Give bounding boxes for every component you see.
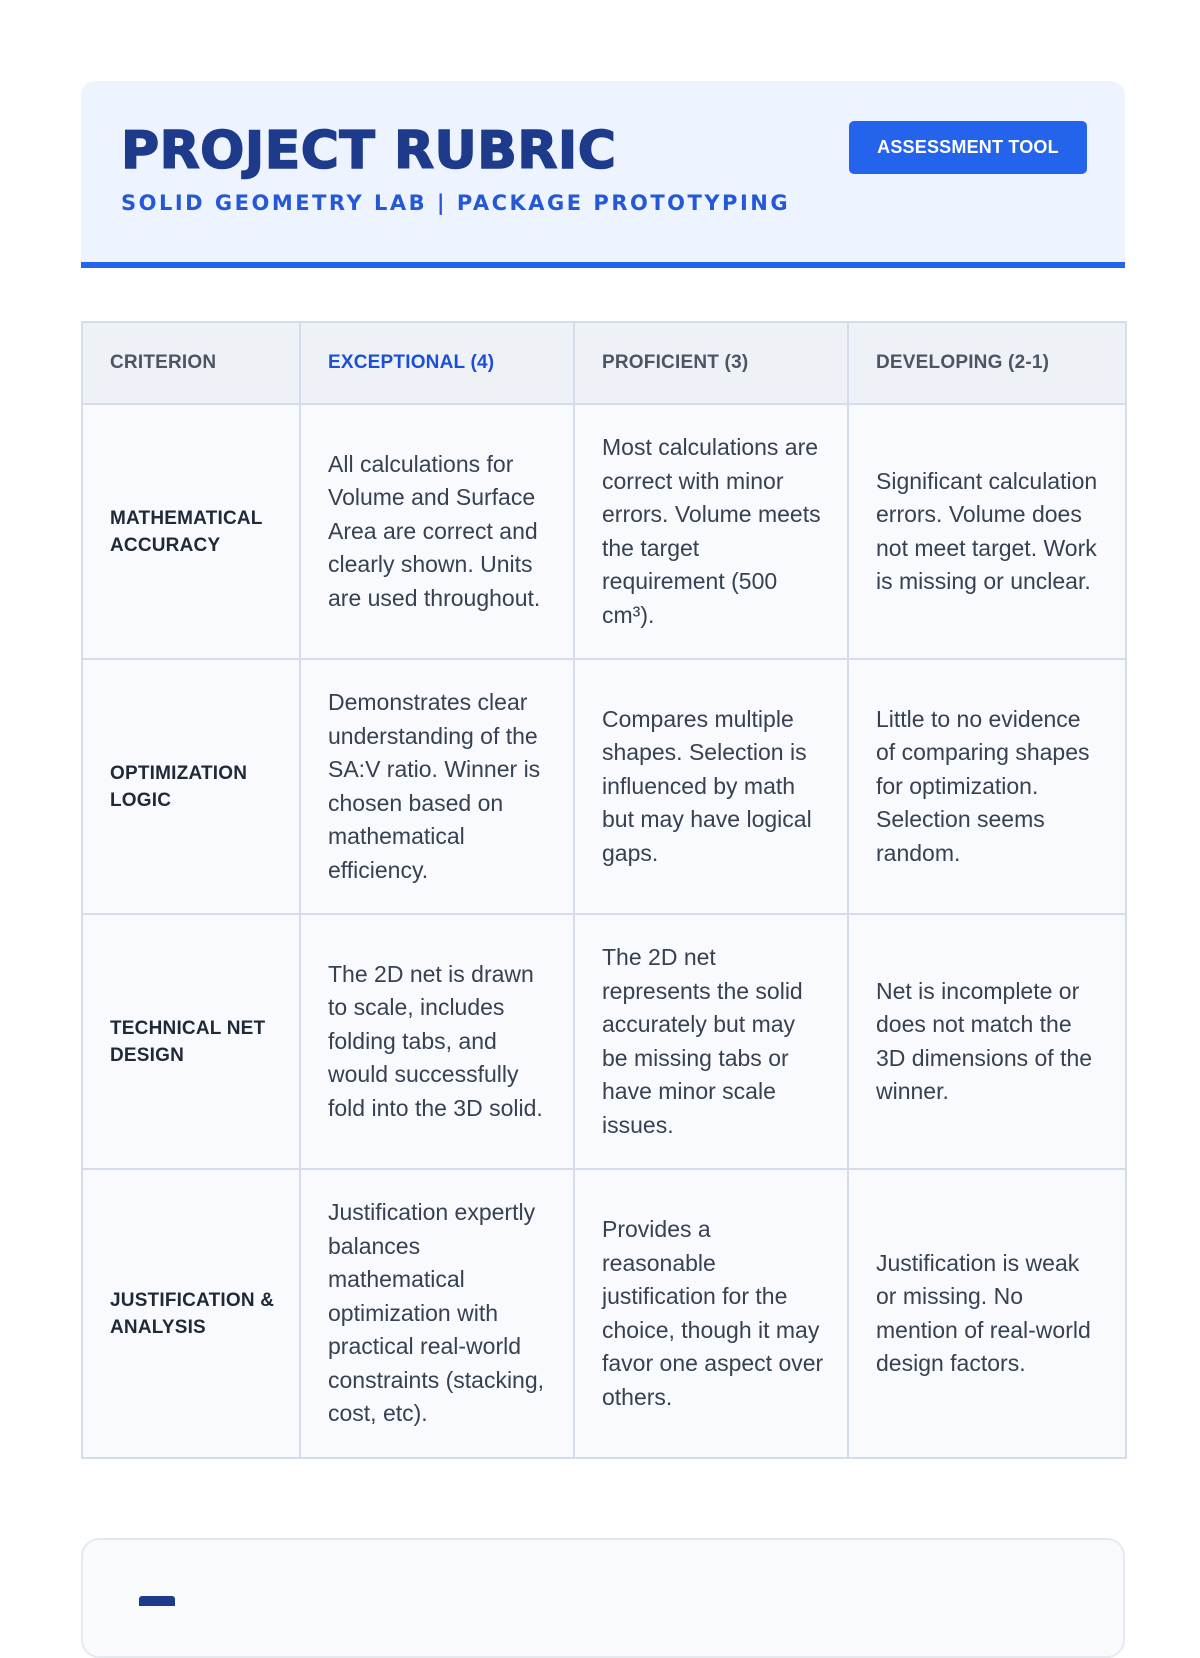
column-header-exceptional: EXCEPTIONAL (4) [300, 322, 574, 404]
table-row [82, 404, 1126, 659]
criterion-cell: OPTIMIZATION LOGIC [82, 659, 300, 914]
column-header-proficient: PROFICIENT (3) [574, 322, 848, 404]
developing-cell: Little to no evidence of comparing shapes for optimization. Selection seems random. [848, 659, 1126, 914]
exceptional-cell: Justification expertly balances mathematical optimization with practical real-world constraints (stacking, cost, etc). [300, 1169, 574, 1458]
table-row [82, 914, 1126, 1169]
criterion-cell: MATHEMATICAL ACCURACY [82, 404, 300, 659]
developing-cell: Net is incomplete or does not match the 3D dimensions of the winner. [848, 914, 1126, 1169]
rubric-table [81, 321, 1127, 1459]
notes-card [81, 1538, 1125, 1658]
table-header-row [82, 322, 1126, 404]
proficient-cell: Compares multiple shapes. Selection is influenced by math but may have logical gaps. [574, 659, 848, 914]
developing-cell: Significant calculation errors. Volume does not meet target. Work is missing or unclear. [848, 404, 1126, 659]
assessment-tool-badge: ASSESSMENT TOOL [849, 121, 1087, 174]
rubric-header [81, 81, 1125, 268]
proficient-cell: The 2D net represents the solid accurately but may be missing tabs or have minor scale issues. [574, 914, 848, 1169]
criterion-cell: JUSTIFICATION & ANALYSIS [82, 1169, 300, 1458]
notes-icon [139, 1596, 175, 1606]
table-row [82, 659, 1126, 914]
exceptional-cell: All calculations for Volume and Surface Area are correct and clearly shown. Units are used throughout. [300, 404, 574, 659]
page-subtitle: SOLID GEOMETRY LAB | PACKAGE PROTOTYPING [121, 191, 791, 215]
exceptional-cell: Demonstrates clear understanding of the SA:V ratio. Winner is chosen based on mathematical efficiency. [300, 659, 574, 914]
proficient-cell: Most calculations are correct with minor errors. Volume meets the target requirement (500 cm³). [574, 404, 848, 659]
proficient-cell: Provides a reasonable justification for the choice, though it may favor one aspect over others. [574, 1169, 848, 1458]
developing-cell: Justification is weak or missing. No mention of real-world design factors. [848, 1169, 1126, 1458]
column-header-developing: DEVELOPING (2-1) [848, 322, 1126, 404]
criterion-cell: TECHNICAL NET DESIGN [82, 914, 300, 1169]
exceptional-cell: The 2D net is drawn to scale, includes folding tabs, and would successfully fold into the 3D solid. [300, 914, 574, 1169]
column-header-criterion: CRITERION [82, 322, 300, 404]
table-row [82, 1169, 1126, 1458]
page-title: PROJECT RUBRIC [121, 121, 617, 181]
